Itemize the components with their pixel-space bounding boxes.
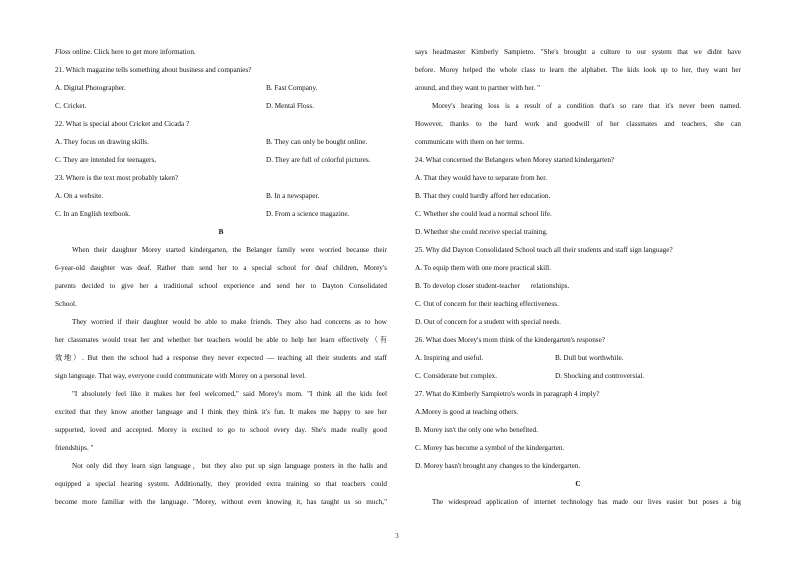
paragraph-4-line: equipped a special hearing system. Additionally, they provided extra training so that teachers could bbox=[55, 480, 387, 488]
option-a: A. They focus on drawing skills. bbox=[55, 138, 149, 146]
question-22-options-cd bbox=[55, 156, 387, 165]
paragraph-1-line: parents decided to give her a traditional school experience and send her to Dayton Consolidated bbox=[55, 282, 387, 290]
option-c: C. Whether she could lead a normal school life. bbox=[415, 210, 552, 218]
option-d: D. From a science magazine. bbox=[266, 210, 350, 218]
option-d: D. Out of concern for a student with special needs. bbox=[415, 318, 561, 326]
question-26: 26. What does Morey's mom think of the kindergarten's response? bbox=[415, 336, 605, 344]
option-a: A. Digital Photographer. bbox=[55, 84, 126, 92]
paragraph-4-continued-line: before. Morey helped the whole class to learn the alphabet. The kids look up to her, they want her bbox=[415, 66, 741, 74]
option-d: D. Morey hasn't brought any changes to the kindergarten. bbox=[415, 462, 581, 470]
paragraph-3-line: supported, loved and accepted. Morey is excited to go to school every day. She's made really good bbox=[55, 426, 387, 434]
option-c: C. They are intended for teenagers, bbox=[55, 156, 157, 164]
paragraph-4-line: Not only did they learn sign language，but they also put up sign language posters in the halls and bbox=[72, 462, 387, 470]
paragraph-5-line: However, thanks to the hard work and goodwill of her classmates and teachers, she can bbox=[415, 120, 741, 128]
paragraph-1-line: 6-year-old daughter was deaf. Rather than send her to a special school for deaf children, Morey's bbox=[55, 264, 387, 272]
option-a: A. Inspiring and useful. bbox=[415, 354, 484, 362]
question-23-options-cd bbox=[55, 210, 387, 219]
option-c: C. Out of concern for their teaching effectiveness. bbox=[415, 300, 559, 308]
option-d: D. Whether she could receive special training. bbox=[415, 228, 548, 236]
option-b: B. Morey isn't the only one who benefited. bbox=[415, 426, 538, 434]
paragraph-3-line: "I absolutely feel like it makes her feel welcomed," said Morey's mom. "I think all the kids feel bbox=[72, 390, 387, 398]
option-c: C. Considerate but complex. bbox=[415, 372, 498, 380]
question-23: 23. Where is the text most probably taken? bbox=[55, 174, 179, 182]
option-c: C. Cricket. bbox=[55, 102, 87, 110]
option-b: B. They can only be bought online. bbox=[266, 138, 368, 146]
option-b: B. Fast Company. bbox=[266, 84, 318, 92]
paragraph-4-continued-line: says headmaster Kimberly Sampietro. "She's brought a culture to our system that we didnt have bbox=[415, 48, 741, 56]
paragraph-1-line: School. bbox=[55, 300, 77, 308]
paragraph-4-line: become more familiar with the language. "Morey, without even knowing it, has taught us so much," bbox=[55, 498, 387, 506]
paragraph-3-line: excited that they know another language and I think they think it's fun. It makes me happy to see her bbox=[55, 408, 387, 416]
option-c: C. In an English textbook. bbox=[55, 210, 131, 218]
question-23-options-ab bbox=[55, 192, 387, 201]
option-a: A.Morey is good at teaching others. bbox=[415, 408, 519, 416]
question-21-options-ab bbox=[55, 84, 387, 93]
paragraph-2-line: 效地）. But then the school had a response they never expected — teaching all their students and staff bbox=[55, 354, 387, 362]
option-b: B. In a newspaper. bbox=[266, 192, 320, 200]
option-b: B. Dull but worthwhile. bbox=[555, 354, 624, 362]
question-21-options-cd bbox=[55, 102, 387, 111]
option-b: B. That they could hardly afford her education. bbox=[415, 192, 551, 200]
question-22-options-ab bbox=[55, 138, 387, 147]
section-heading-c: C bbox=[575, 480, 581, 488]
question-21: 21. Which magazine tells something about business and companies? bbox=[55, 66, 252, 74]
paragraph-5-line: communicate with them on her terms. bbox=[415, 138, 524, 146]
question-26-options-ab bbox=[415, 354, 741, 363]
option-a: A. To equip them with one more practical skill. bbox=[415, 264, 551, 272]
option-d: D. They are full of colorful pictures. bbox=[266, 156, 371, 164]
option-a: A. On a website. bbox=[55, 192, 104, 200]
right-column bbox=[415, 48, 741, 507]
paragraph-2-line: sign language. That way, everyone could communicate with Morey on a personal level. bbox=[55, 372, 307, 380]
paragraph-2-line: They worried if their daughter would be able to make friends. They also had concerns as to how bbox=[72, 318, 387, 326]
paragraph-5-line: Morey's hearing loss is a result of a condition that's so rare that it's never been named. bbox=[432, 102, 741, 110]
question-24: 24. What concerned the Belangers when Morey started kindergarten? bbox=[415, 156, 615, 164]
paragraph-1-line: When their daughter Morey started kindergarten, the Belanger family were worried because their bbox=[72, 246, 387, 254]
question-26-options-cd bbox=[415, 372, 741, 381]
question-27: 27. What do Kimberly Sampietro's words in paragraph 4 imply? bbox=[415, 390, 600, 398]
section-heading-b: B bbox=[218, 228, 224, 236]
option-d: D. Shocking and controversial. bbox=[555, 372, 645, 380]
paragraph-3-line: friendships. " bbox=[55, 444, 94, 452]
paragraph-2-line: her classmates would treat her and whether her teachers would be able to help her learn effectively（有 bbox=[55, 336, 387, 344]
paragraph-4-continued-line: around, and they want to partner with her. " bbox=[415, 84, 541, 92]
option-b: B. To develop closer student-teacher relationships. bbox=[415, 282, 570, 290]
floss-line: Floss online. Click here to get more information. bbox=[55, 48, 196, 56]
question-22: 22. What is special about Cricket and Cicada ? bbox=[55, 120, 190, 128]
page-number: 3 bbox=[395, 532, 399, 540]
question-25: 25. Why did Dayton Consolidated School teach all their students and staff sign language? bbox=[415, 246, 673, 254]
option-d: D. Mental Floss. bbox=[266, 102, 314, 110]
option-c: C. Morey has become a symbol of the kindergarten. bbox=[415, 444, 565, 452]
option-a: A. That they would have to separate from her. bbox=[415, 174, 547, 182]
section-c-paragraph-line: The widespread application of internet technology has made our lives easier but poses a big bbox=[432, 498, 741, 506]
left-column bbox=[55, 48, 387, 507]
